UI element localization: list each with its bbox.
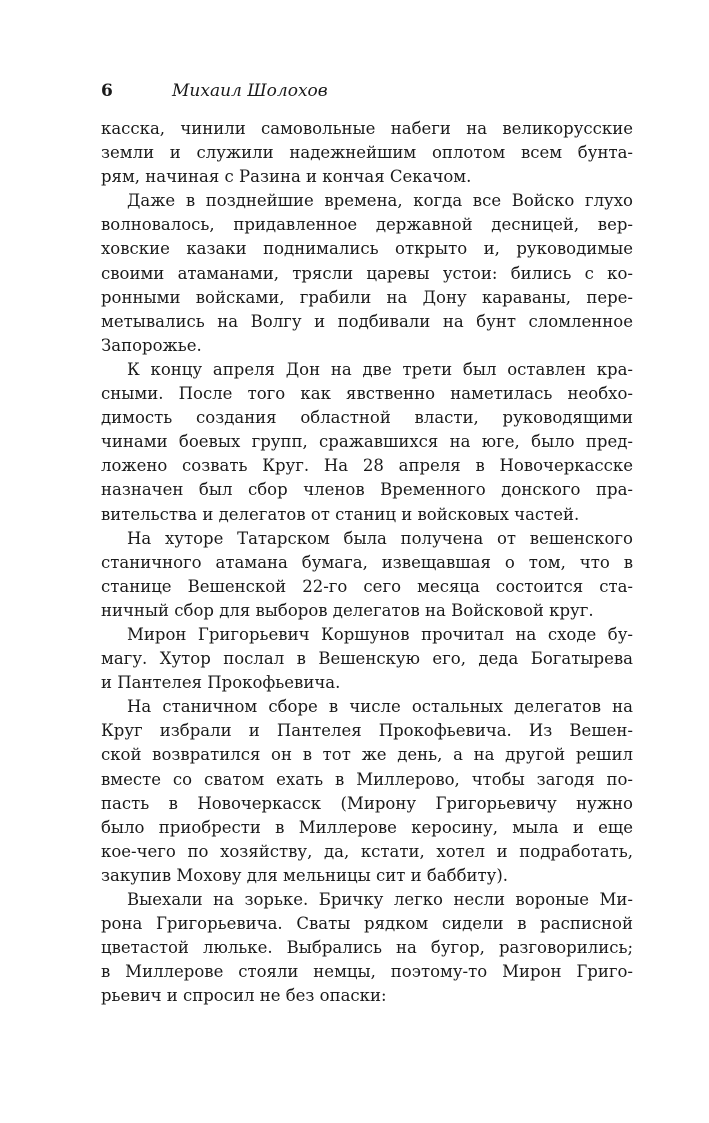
text-line: вительства и делегатов от станиц и войсковых частей. <box>101 504 580 524</box>
running-head <box>101 80 633 104</box>
text-line: назначен был сбор членов Временного донского пра- <box>101 480 633 500</box>
text-line: Запорожье. <box>101 335 202 355</box>
text-line: и Пантелея Прокофьевича. <box>101 673 341 693</box>
paragraph <box>101 117 633 189</box>
text-line: Выехали на зорьке. Бричку легко несли вороные Ми- <box>127 890 633 909</box>
text-line: касска, чинили самовольные набеги на великорусские <box>101 119 633 138</box>
text-line: станичного атамана бумага, извещавшая о том, что в <box>101 552 633 572</box>
text-line: сными. После того как явственно наметилась необхо- <box>101 384 633 404</box>
paragraph <box>101 888 633 1008</box>
paragraph <box>101 527 633 623</box>
paragraph <box>101 695 633 888</box>
text-line: цветастой люльке. Выбрались на бугор, разговорились; <box>101 938 633 958</box>
paragraph <box>101 358 633 527</box>
running-title: Михаил Шолохов <box>172 81 328 101</box>
text-line: волновалось, придавленное державной десницей, вер- <box>101 215 633 235</box>
text-line: ской возвратился он в тот же день, а на другой решил <box>101 745 633 765</box>
page-number: 6 <box>101 81 113 101</box>
text-line: закупив Мохову для мельницы сит и баббиту). <box>101 865 509 885</box>
text-line: рона Григорьевича. Сваты рядком сидели в расписной <box>101 914 633 934</box>
text-line: Мирон Григорьевич Коршунов прочитал на сходе бу- <box>127 624 633 644</box>
text-line: вместе со сватом ехать в Миллерово, чтобы загодя по- <box>101 769 633 789</box>
text-line: На хуторе Татарском была получена от вешенского <box>127 528 633 548</box>
text-line: На станичном сборе в числе остальных делегатов на <box>127 697 633 717</box>
text-line: в Миллерове стояли немцы, поэтому-то Мирон Григо- <box>101 962 633 982</box>
text-line: К концу апреля Дон на две трети был оставлен кра- <box>127 359 633 379</box>
text-line: земли и служили надежнейшим оплотом всем бунта- <box>101 143 633 163</box>
text-line: ронными войсками, грабили на Дону караваны, пере- <box>101 287 633 307</box>
text-line: Круг избрали и Пантелея Прокофьевича. Из Вешен- <box>101 721 633 741</box>
text-line: ховские казаки поднимались открыто и, руководимые <box>101 239 633 259</box>
text-line: ничный сбор для выборов делегатов на Войсковой круг. <box>101 600 594 620</box>
text-line: ложено созвать Круг. На 28 апреля в Новочеркасске <box>101 456 633 476</box>
text-line: димость создания областной власти, руководящими <box>101 408 633 428</box>
text-line: Даже в позднейшие времена, когда все Войско глухо <box>127 191 633 211</box>
paragraph <box>101 189 633 358</box>
text-line: рям, начиная с Разина и кончая Секачом. <box>101 167 472 187</box>
text-line: чинами боевых групп, сражавшихся на юге, было пред- <box>101 432 633 452</box>
paragraph <box>101 623 633 695</box>
text-line: метывались на Волгу и подбивали на бунт сломленное <box>101 311 633 331</box>
text-line: кое-чего по хозяйству, да, кстати, хотел и подработать, <box>101 841 633 861</box>
body-text <box>101 117 633 1008</box>
text-line: станице Вешенской 22-го сего месяца состоится ста- <box>101 576 633 596</box>
text-line: своими атаманами, трясли царевы устои: бились с ко- <box>101 263 633 283</box>
text-line: магу. Хутор послал в Вешенскую его, деда Богатырева <box>101 649 633 669</box>
text-line: было приобрести в Миллерове керосину, мыла и еще <box>101 817 633 837</box>
text-line: рьевич и спросил не без опаски: <box>101 986 387 1006</box>
text-line: пасть в Новочеркасск (Мирону Григорьевичу нужно <box>101 793 633 813</box>
